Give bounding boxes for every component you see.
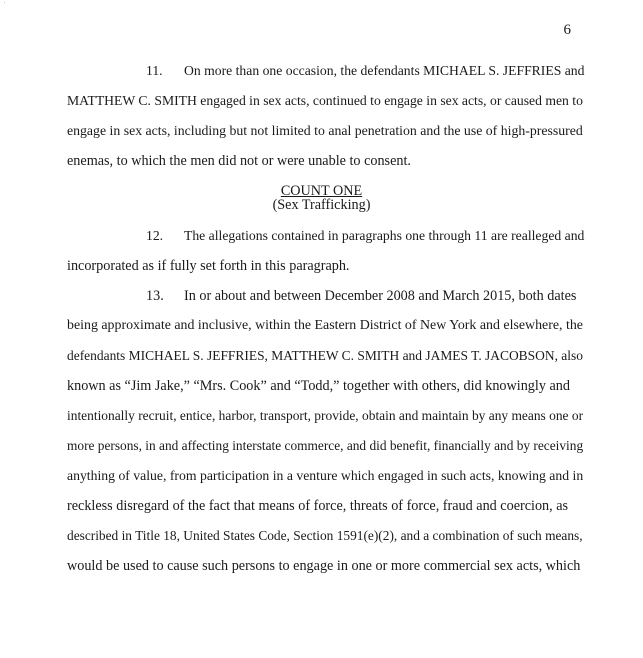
paragraph-13-line-7: anything of value, from participation in a venture which engaged in such acts, knowing and in — [67, 468, 584, 483]
paragraph-11-line-1 — [146, 63, 584, 79]
paragraph-12-text: The allegations contained in paragraphs one through 11 are realleged and — [184, 228, 585, 243]
paragraph-13-line-2: being approximate and inclusive, within the Eastern District of New York and elsewhere, the — [67, 318, 583, 333]
paragraph-11-line-3: engage in sex acts, including but not limited to anal penetration and the use of high-pressured — [67, 123, 583, 138]
paragraph-13-line-4: known as “Jim Jake,” “Mrs. Cook” and “Todd,” together with others, did knowingly and — [67, 378, 570, 394]
count-subtitle: (Sex Trafficking) — [272, 197, 371, 213]
paragraph-12-line-1 — [146, 228, 584, 244]
paragraph-13-number: 13. — [146, 288, 164, 304]
paragraph-13-line-5: intentionally recruit, entice, harbor, transport, provide, obtain and maintain by any means one or — [67, 408, 584, 423]
paragraph-13-line-10: would be used to cause such persons to engage in one or more commercial sex acts, which — [67, 558, 581, 574]
paragraph-13-text: In or about and between December 2008 and March 2015, both dates — [184, 288, 577, 304]
paragraph-13-line-1 — [146, 288, 576, 304]
paragraph-13-line-9: described in Title 18, United States Code, Section 1591(e)(2), and a combination of such means, — [67, 528, 583, 543]
paragraph-11-text: On more than one occasion, the defendants MICHAEL S. JEFFRIES and — [184, 63, 585, 78]
paragraph-12-line-2: incorporated as if fully set forth in this paragraph. — [67, 258, 350, 274]
scan-mark: ' — [4, 2, 6, 8]
paragraph-12-number: 12. — [146, 228, 164, 243]
count-title: COUNT ONE — [280, 183, 363, 199]
paragraph-11-line-4: enemas, to which the men did not or were unable to consent. — [67, 153, 411, 169]
page-number: 6 — [563, 22, 571, 38]
paragraph-11-number: 11. — [146, 63, 163, 78]
paragraph-13-line-3: defendants MICHAEL S. JEFFRIES, MATTHEW C. SMITH and JAMES T. JACOBSON, also — [67, 348, 583, 363]
paragraph-11-line-2: MATTHEW C. SMITH engaged in sex acts, continued to engage in sex acts, or caused men to — [67, 93, 583, 108]
paragraph-13-line-6: more persons, in and affecting interstate commerce, and did benefit, financially and by receiving — [67, 438, 584, 453]
paragraph-13-line-8: reckless disregard of the fact that means of force, threats of force, fraud and coercion, as — [67, 498, 569, 514]
